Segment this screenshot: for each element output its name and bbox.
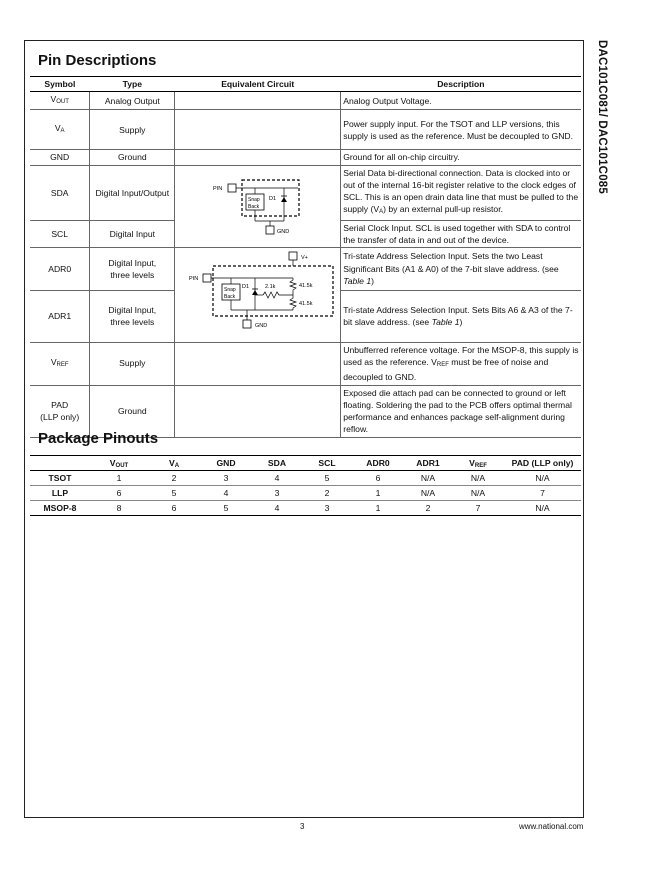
pin-number: 4: [200, 486, 252, 501]
table-row: [30, 150, 581, 165]
pin-descriptions-table: [30, 76, 581, 438]
pin-description: Unbufferred reference voltage. For the MSOP-8, this supply is used as the reference. $V_{REF}$ must be free of noise and decoupled to GND.: [341, 342, 581, 385]
resistor-41k5-top: [290, 278, 296, 295]
svg-text:Snap: Snap: [224, 287, 236, 294]
equivalent-circuit-cell: [175, 342, 341, 385]
svg-text:GND: GND: [277, 228, 290, 235]
table-row: [30, 342, 581, 385]
pin-type: Digital Input: [90, 220, 175, 248]
equivalent-circuit-adr: [175, 248, 341, 342]
pkg-header: $V_A$: [148, 456, 200, 471]
pin-symbol: ADR0: [30, 248, 90, 290]
pin-type: Digital Input, three levels: [90, 248, 175, 290]
svg-text:GND: GND: [255, 323, 268, 330]
pin-type: Digital Input, three levels: [90, 290, 175, 342]
pin-symbol: $V_A$: [30, 110, 90, 150]
svg-text:D1: D1: [242, 284, 250, 291]
pin-number: 7: [452, 501, 504, 516]
pin-number: 2: [404, 501, 452, 516]
header-description: Description: [341, 77, 581, 92]
diode-icon: [281, 197, 287, 202]
pin-symbol: $V_{OUT}$: [30, 92, 90, 110]
pin-description: Tri-state Address Selection Input. Sets the two Least Significant Bits (A1 & A0) of the 7-bit slave address. (see Table 1): [341, 248, 581, 290]
pin-description: Analog Output Voltage.: [341, 92, 581, 110]
resistor-2k1: [263, 292, 293, 298]
address-circuit-diagram: [175, 248, 340, 338]
pkg-header: ADR1: [404, 456, 452, 471]
gnd-box: [243, 320, 251, 328]
header-symbol: Symbol: [30, 77, 90, 92]
pin-type: Ground: [90, 150, 175, 165]
table-header-row: [30, 77, 581, 92]
pin-number: 1: [90, 471, 148, 486]
table-row: [30, 110, 581, 150]
pin-type: Ground: [90, 385, 175, 437]
svg-text:41.5k: 41.5k: [299, 301, 313, 308]
pkg-header: PAD (LLP only): [504, 456, 581, 471]
pin-number: 3: [252, 486, 302, 501]
pin-box: [203, 274, 211, 282]
pin-number: 6: [148, 501, 200, 516]
pin-number: 4: [252, 471, 302, 486]
table-row: [30, 471, 581, 486]
pin-number: N/A: [404, 471, 452, 486]
pin-number: 3: [302, 501, 352, 516]
pin-number: 4: [252, 501, 302, 516]
pin-number: 2: [148, 471, 200, 486]
pin-number: 5: [302, 471, 352, 486]
diode-icon: [252, 290, 258, 295]
website-link[interactable]: www.national.com: [519, 822, 584, 831]
pin-number: 5: [148, 486, 200, 501]
pin-symbol: PAD (LLP only): [30, 385, 90, 437]
equivalent-circuit-cell: [175, 92, 341, 110]
svg-text:41.5k: 41.5k: [299, 283, 313, 290]
pkg-header: $V_{OUT}$: [90, 456, 148, 471]
pin-description: Power supply input. For the TSOT and LLP versions, this supply is used as the reference. Must be decoupled to GND.: [341, 110, 581, 150]
pin-description: Serial Clock Input. SCL is used together with SDA to control the transfer of data in and out of the device.: [341, 220, 581, 248]
equivalent-circuit-sda-scl: [175, 165, 341, 248]
pin-description: Ground for all on-chip circuitry.: [341, 150, 581, 165]
pkg-header: SCL: [302, 456, 352, 471]
pin-number: 8: [90, 501, 148, 516]
pin-number: N/A: [504, 501, 581, 516]
circuit-pin-label: PIN: [213, 185, 223, 192]
table-row: [30, 486, 581, 501]
pkg-header: [30, 456, 90, 471]
table-row: [30, 248, 581, 290]
svg-text:Back: Back: [224, 294, 236, 301]
pin-description: Exposed die attach pad can be connected to ground or left floating. Soldering the pad to the PCB offers optimal thermal performance and enhances package self-alignment during reflow.: [341, 385, 581, 437]
side-title: DAC101C081/ DAC101C085: [596, 40, 608, 194]
package-name: TSOT: [30, 471, 90, 486]
pkg-header: GND: [200, 456, 252, 471]
table-row: [30, 501, 581, 516]
pin-number: 3: [200, 471, 252, 486]
table-row: [30, 92, 581, 110]
package-pinouts-table: [30, 455, 581, 516]
header-type: Type: [90, 77, 175, 92]
pin-box: [228, 184, 236, 192]
svg-text:V+: V+: [301, 255, 309, 262]
equivalent-circuit-cell: [175, 385, 341, 437]
pin-symbol: SCL: [30, 220, 90, 248]
pin-symbol: GND: [30, 150, 90, 165]
pin-number: 5: [200, 501, 252, 516]
pin-type: Supply: [90, 110, 175, 150]
pin-symbol: ADR1: [30, 290, 90, 342]
pkg-header: ADR0: [352, 456, 404, 471]
package-name: MSOP-8: [30, 501, 90, 516]
package-name: LLP: [30, 486, 90, 501]
pin-number: N/A: [452, 486, 504, 501]
svg-text:PIN: PIN: [189, 276, 199, 283]
resistor-41k5-bottom: [290, 295, 296, 310]
gnd-box: [266, 226, 274, 234]
pin-number: 6: [90, 486, 148, 501]
pkg-header: $V_{REF}$: [452, 456, 504, 471]
equivalent-circuit-cell: [175, 150, 341, 165]
pin-number: 6: [352, 471, 404, 486]
table-header-row: [30, 456, 581, 471]
page-number: 3: [300, 822, 305, 831]
pkg-header: SDA: [252, 456, 302, 471]
pin-number: 2: [302, 486, 352, 501]
pin-descriptions-title: Pin Descriptions: [38, 52, 157, 69]
vplus-box: [289, 252, 297, 260]
pin-number: N/A: [404, 486, 452, 501]
pin-number: N/A: [504, 471, 581, 486]
pin-type: Supply: [90, 342, 175, 385]
svg-text:Snap: Snap: [248, 196, 260, 203]
svg-text:2.1k: 2.1k: [265, 284, 276, 291]
equivalent-circuit-cell: [175, 110, 341, 150]
pin-description: Serial Data bi-directional connection. Data is clocked into or out of the internal 16-bit register relative to the clock edges of SCL. This is an open drain data line that must be pulled to the supply $(V_A)$ by an external pull-up resistor.: [341, 165, 581, 220]
pin-number: 1: [352, 501, 404, 516]
pin-symbol: $V_{REF}$: [30, 342, 90, 385]
table-row: [30, 165, 581, 220]
pin-number: N/A: [452, 471, 504, 486]
pin-type: Digital Input/Output: [90, 165, 175, 220]
svg-text:Back: Back: [248, 203, 260, 210]
pin-description: Tri-state Address Selection Input. Sets Bits A6 & A3 of the 7-bit slave address. (see Table 1): [341, 290, 581, 342]
pin-type: Analog Output: [90, 92, 175, 110]
pin-number: 1: [352, 486, 404, 501]
package-pinouts-title: Package Pinouts: [38, 430, 159, 447]
pin-symbol: SDA: [30, 165, 90, 220]
pin-number: 7: [504, 486, 581, 501]
header-equivalent-circuit: Equivalent Circuit: [175, 77, 341, 92]
svg-text:D1: D1: [269, 195, 277, 202]
io-circuit-diagram: [175, 168, 340, 242]
